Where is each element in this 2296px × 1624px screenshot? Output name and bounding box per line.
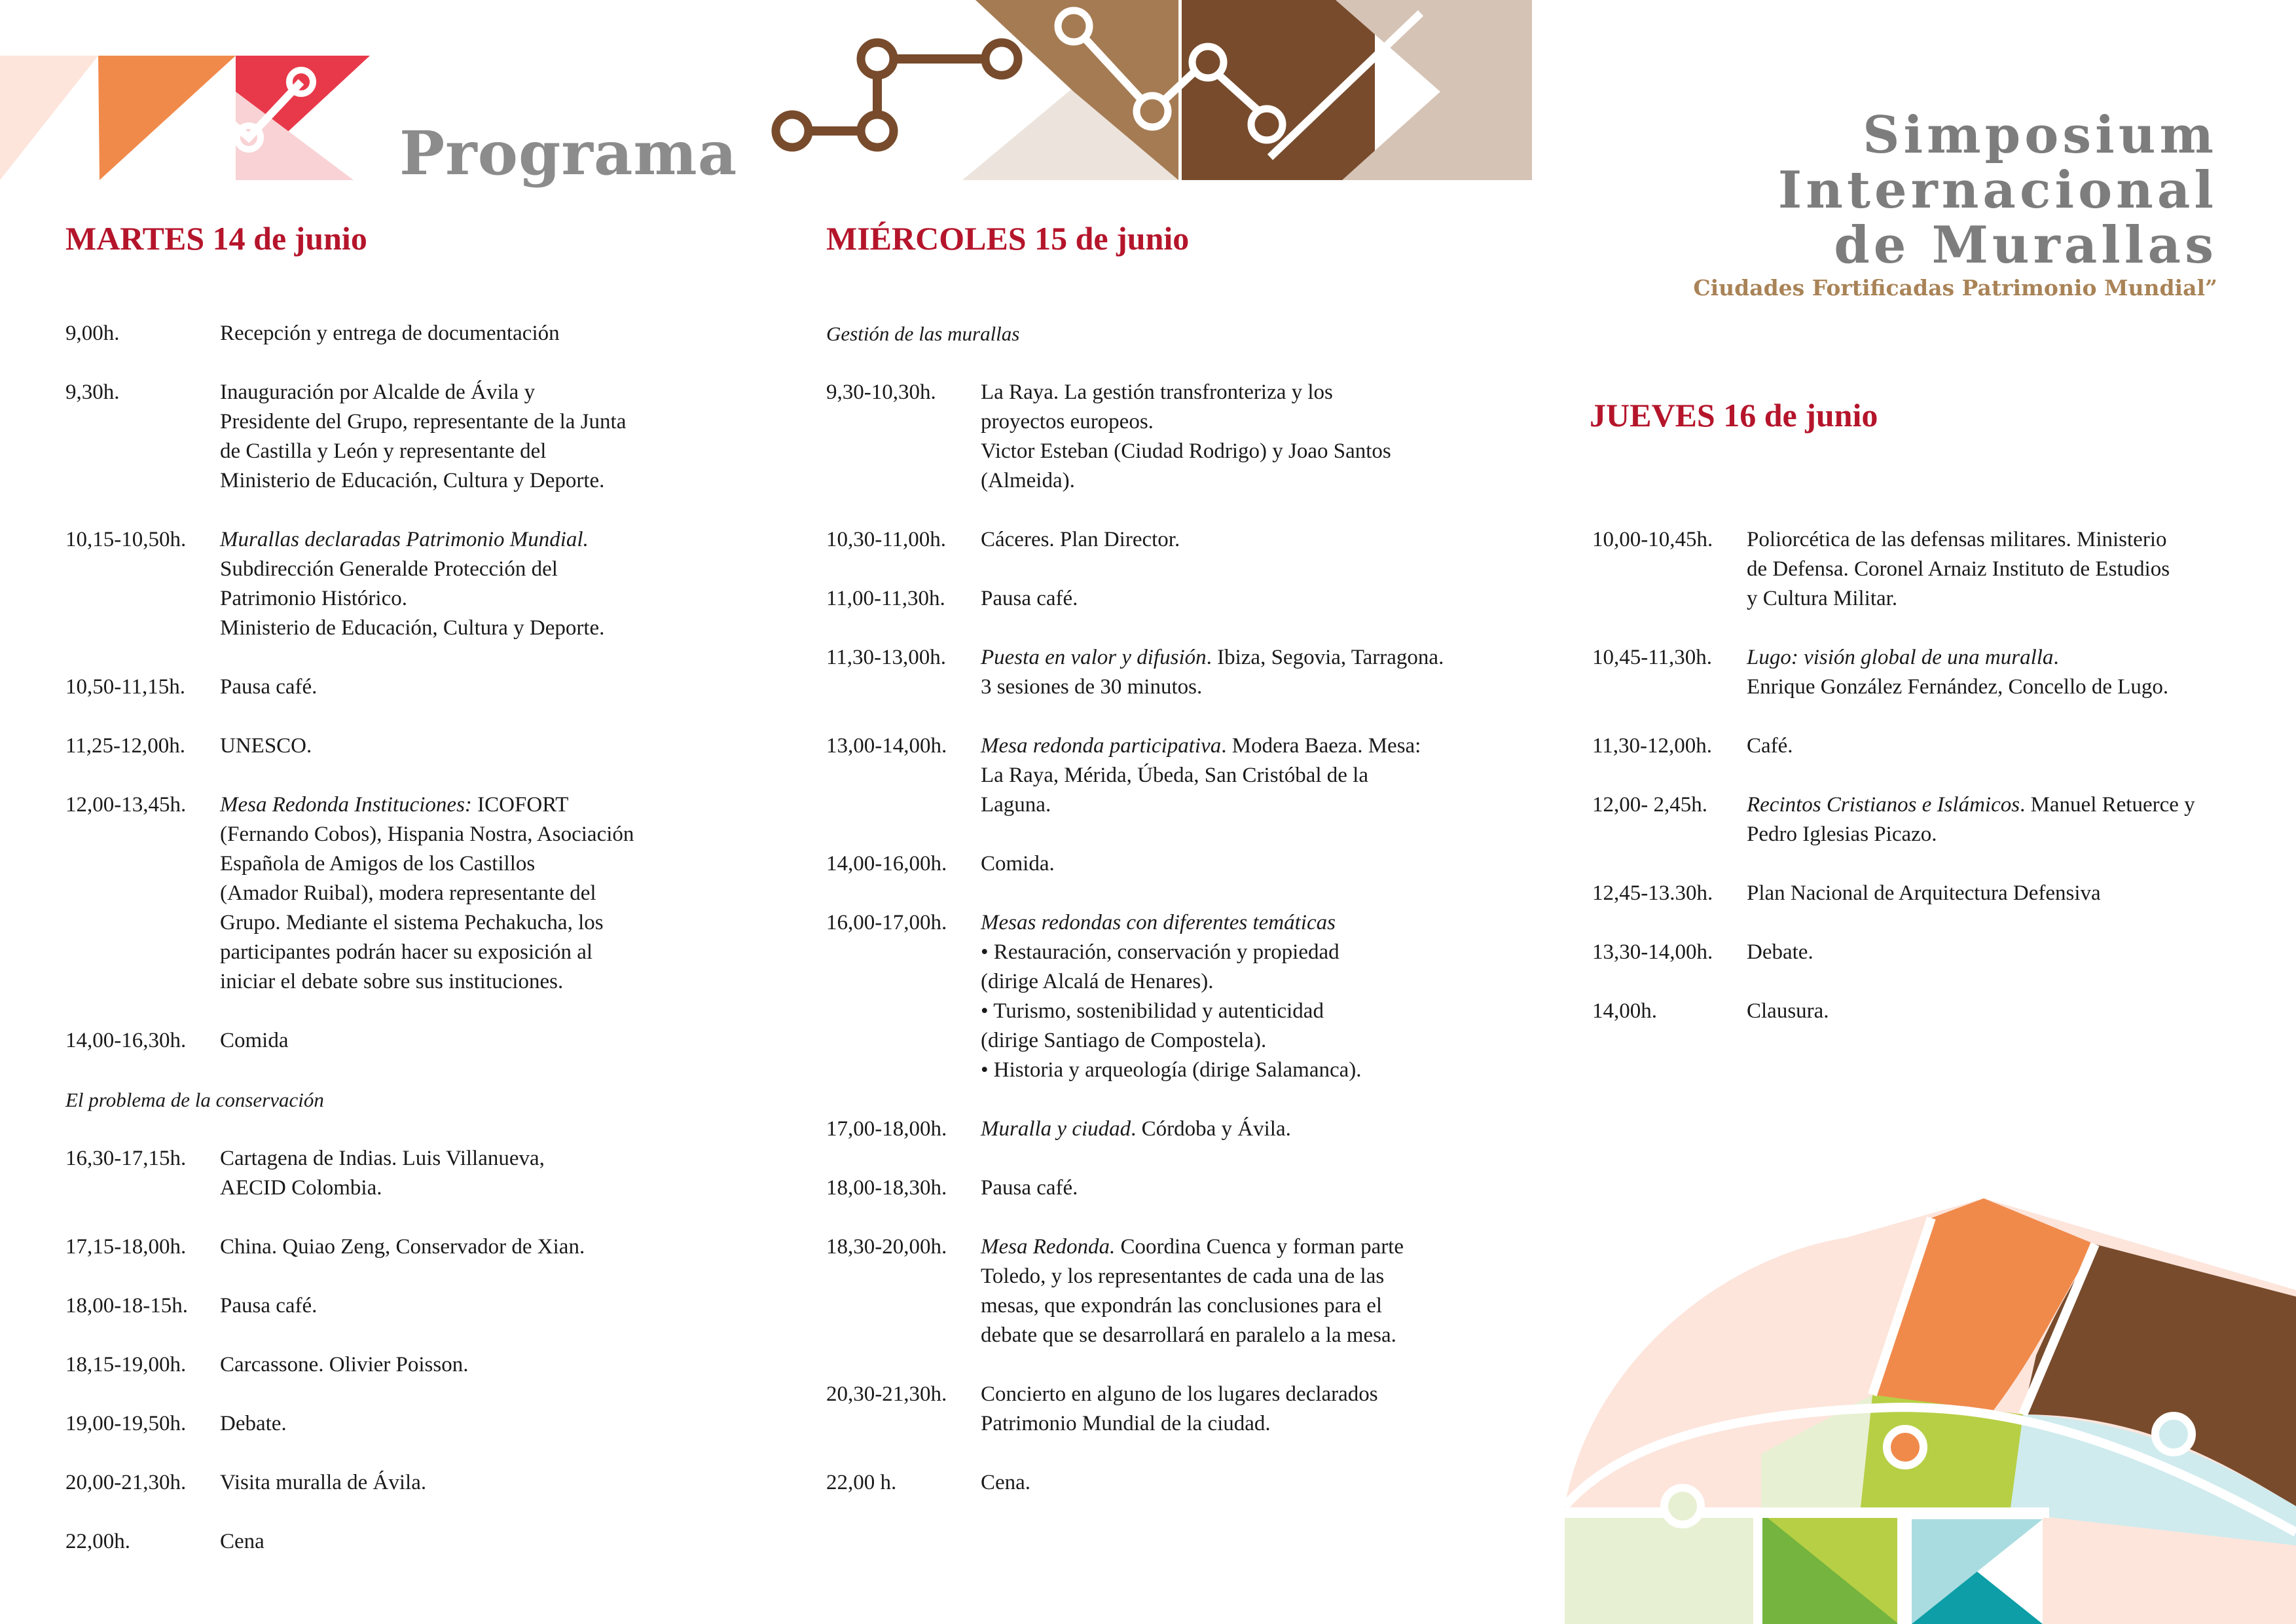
- entry-description: [220, 1527, 733, 1557]
- entry-time: 9,30-10,30h.: [826, 380, 936, 404]
- entry-line: Presidente del Grupo, representante de la Junta: [220, 410, 627, 434]
- entry-line: iniciar el debate sobre sus instituciones.: [220, 970, 564, 993]
- schedule-entry: [1592, 997, 2260, 1026]
- schedule-entry: [65, 1527, 733, 1557]
- entry-line: [981, 643, 1494, 673]
- entry-line: [1747, 790, 2260, 820]
- entry-line: [220, 525, 733, 555]
- entry-description: [981, 1232, 1494, 1350]
- entry-line: [981, 1115, 1494, 1144]
- entry-time: 17,15-18,00h.: [65, 1235, 187, 1259]
- entry-italic-title: Lugo: visión global de una muralla: [1747, 646, 2054, 669]
- entry-time: 10,30-11,00h.: [826, 528, 947, 551]
- entry-description: [220, 1468, 733, 1498]
- entry-line: (dirige Santiago de Compostela).: [981, 1029, 1267, 1052]
- entry-line: Toledo, y los representantes de cada una de las: [981, 1264, 1385, 1288]
- entry-description: [220, 673, 733, 702]
- entry-line: 3 sesiones de 30 minutos.: [981, 675, 1203, 699]
- entry-time: 18,00-18,30h.: [826, 1176, 947, 1200]
- entry-line: participantes podrán hacer su exposición al: [220, 940, 593, 964]
- entry-line: Victor Esteban (Ciudad Rodrigo) y Joao Santos: [981, 439, 1391, 463]
- entry-time: 9,30h.: [65, 380, 120, 404]
- entry-line: Comida: [220, 1029, 289, 1052]
- entry-line: (dirige Alcalá de Henares).: [981, 970, 1214, 993]
- entry-description: [220, 378, 733, 496]
- entry-line: La Raya, Mérida, Úbeda, San Cristóbal de la: [981, 764, 1368, 787]
- entry-line: debate que se desarrollará en paralelo a la mesa.: [981, 1323, 1396, 1347]
- entry-description: [981, 849, 1494, 879]
- entry-line: • Turismo, sostenibilidad y autenticidad: [981, 999, 1324, 1023]
- schedule-entry: [826, 1232, 1494, 1350]
- entry-line: Enrique González Fernández, Concello de Lugo.: [1747, 675, 2169, 699]
- entry-line: de Defensa. Coronel Arnaiz Instituto de Estudios: [1747, 557, 2170, 581]
- header-left-graphic: [0, 0, 393, 190]
- entry-line: (Amador Ruibal), modera representante del: [220, 881, 596, 905]
- entry-line: Debate.: [1747, 940, 1813, 964]
- entry-line-rest: . Ibiza, Segovia, Tarragona.: [1206, 646, 1444, 669]
- entry-line: Café.: [1747, 734, 1793, 758]
- entry-line: [981, 908, 1494, 938]
- wednesday-title: MIÉRCOLES 15 de junio: [826, 220, 1190, 257]
- entry-line-rest: . Modera Baeza. Mesa:: [1221, 734, 1421, 758]
- entry-line: Pausa café.: [220, 675, 318, 699]
- entry-description: [981, 643, 1494, 702]
- entry-description: [981, 908, 1494, 1085]
- entry-line: [220, 790, 733, 820]
- entry-time: 11,30-13,00h.: [826, 646, 947, 669]
- entry-line: Pedro Iglesias Picazo.: [1747, 822, 1937, 846]
- entry-line: Cena: [220, 1530, 264, 1553]
- entry-italic-title: Mesa Redonda Instituciones:: [220, 793, 472, 817]
- schedule-entry: [826, 1173, 1494, 1203]
- entry-description: [1747, 938, 2260, 967]
- schedule-entry: [826, 1380, 1494, 1439]
- entry-line: Poliorcética de las defensas militares. Ministerio: [1747, 528, 2167, 551]
- entry-time: 18,15-19,00h.: [65, 1353, 187, 1376]
- entry-italic-title: Recintos Cristianos e Islámicos: [1747, 793, 2020, 817]
- entry-line: Ministerio de Educación, Cultura y Deporte.: [220, 616, 605, 640]
- entry-description: [220, 1144, 733, 1203]
- symposium-title-line: Simposium: [1863, 105, 2217, 165]
- tuesday-title: MARTES 14 de junio: [65, 220, 367, 257]
- entry-time: 10,00-10,45h.: [1592, 528, 1713, 551]
- entry-time: 11,25-12,00h.: [65, 734, 186, 758]
- entry-italic-title: Mesas redondas con diferentes temáticas: [981, 911, 1336, 934]
- entry-time: 11,00-11,30h.: [826, 587, 945, 610]
- entry-time: 18,00-18-15h.: [65, 1294, 188, 1318]
- entry-description: [981, 1380, 1494, 1439]
- entry-line: Visita muralla de Ávila.: [220, 1471, 427, 1494]
- entry-line: y Cultura Militar.: [1747, 587, 1898, 610]
- entry-description: [981, 731, 1494, 820]
- schedule-entry: [65, 1232, 733, 1262]
- symposium-subtitle: Ciudades Fortificadas Patrimonio Mundial”: [1693, 275, 2217, 301]
- entry-italic-title: Muralla y ciudad: [981, 1117, 1131, 1141]
- entry-line: mesas, que expondrán las conclusiones para el: [981, 1294, 1383, 1318]
- entry-description: [1747, 525, 2260, 614]
- entry-time: 14,00h.: [1592, 999, 1657, 1023]
- entry-time: 19,00-19,50h.: [65, 1412, 187, 1435]
- schedule-entry: [1592, 879, 2260, 908]
- schedule-entry: [65, 319, 733, 348]
- entry-line: China. Quiao Zeng, Conservador de Xian.: [220, 1235, 585, 1259]
- entry-line: La Raya. La gestión transfronteriza y los: [981, 380, 1333, 404]
- schedule-entry: [826, 643, 1494, 702]
- entry-line: Española de Amigos de los Castillos: [220, 852, 536, 876]
- entry-line-rest: .: [2053, 646, 2059, 669]
- entry-description: [1747, 790, 2260, 849]
- entry-line: Pausa café.: [981, 587, 1078, 610]
- schedule-entry: [826, 584, 1494, 614]
- schedule-entry: [65, 1291, 733, 1321]
- schedule-entry: [65, 1350, 733, 1380]
- symposium-title-line: Internacional: [1777, 160, 2217, 220]
- entry-line: Ministerio de Educación, Cultura y Deporte.: [220, 469, 605, 492]
- section-heading: El problema de la conservación: [65, 1088, 324, 1111]
- schedule-entry: [826, 849, 1494, 879]
- entry-time: 20,30-21,30h.: [826, 1382, 947, 1406]
- schedule-entry: [1592, 525, 2260, 614]
- tuesday-schedule: [65, 319, 733, 1586]
- entry-description: [220, 1409, 733, 1439]
- entry-description: [1747, 879, 2260, 908]
- entry-line: de Castilla y León y representante del: [220, 439, 547, 463]
- schedule-entry: [65, 1468, 733, 1498]
- schedule-entry: [65, 1144, 733, 1203]
- schedule-entry: [826, 908, 1494, 1085]
- entry-line: Plan Nacional de Arquitectura Defensiva: [1747, 881, 2101, 905]
- entry-time: 17,00-18,00h.: [826, 1117, 947, 1141]
- schedule-entry: [1592, 731, 2260, 761]
- entry-time: 12,45-13.30h.: [1592, 881, 1713, 905]
- entry-line: Recepción y entrega de documentación: [220, 322, 560, 345]
- entry-line: AECID Colombia.: [220, 1176, 382, 1200]
- schedule-entry: [826, 378, 1494, 496]
- entry-description: [981, 1173, 1494, 1203]
- schedule-entry: [65, 673, 733, 702]
- entry-time: 16,30-17,15h.: [65, 1147, 187, 1170]
- entry-time: 9,00h.: [65, 322, 120, 345]
- header-center-graphic: [759, 0, 1532, 183]
- entry-description: [220, 790, 733, 997]
- schedule-entry: [65, 1026, 733, 1056]
- entry-line-rest: ICOFORT: [471, 793, 569, 817]
- entry-description: [220, 1350, 733, 1380]
- entry-description: [220, 1291, 733, 1321]
- entry-line: • Restauración, conservación y propiedad: [981, 940, 1339, 964]
- schedule-entry: [65, 1409, 733, 1439]
- schedule-entry: [65, 790, 733, 997]
- entry-italic-title: Mesa Redonda.: [981, 1235, 1116, 1259]
- entry-description: [981, 378, 1494, 496]
- schedule-entry: [826, 1115, 1494, 1144]
- entry-time: 22,00 h.: [826, 1471, 897, 1494]
- symposium-title-line: de Murallas: [1834, 215, 2217, 275]
- entry-description: [1747, 997, 2260, 1026]
- entry-line: (Fernando Cobos), Hispania Nostra, Asociación: [220, 822, 634, 846]
- entry-line: [981, 1232, 1494, 1262]
- entry-description: [981, 1115, 1494, 1144]
- entry-description: [220, 525, 733, 643]
- schedule-entry: [826, 731, 1494, 820]
- entry-description: [981, 1468, 1494, 1498]
- entry-description: [1747, 731, 2260, 761]
- entry-time: 10,50-11,15h.: [65, 675, 186, 699]
- entry-line: Pausa café.: [220, 1294, 318, 1318]
- entry-italic-title: Puesta en valor y difusión: [981, 646, 1207, 669]
- entry-description: [220, 319, 733, 348]
- entry-time: 20,00-21,30h.: [65, 1471, 187, 1494]
- entry-description: [981, 525, 1494, 555]
- schedule-entry: [65, 731, 733, 761]
- thursday-schedule: [1592, 525, 2260, 1056]
- symposium-title: [1777, 105, 2217, 275]
- entry-line: Carcassone. Olivier Poisson.: [220, 1353, 469, 1376]
- programa-title: Programa: [399, 118, 738, 189]
- entry-line: (Almeida).: [981, 469, 1075, 492]
- entry-time: 10,15-10,50h.: [65, 528, 187, 551]
- entry-time: 11,30-12,00h.: [1592, 734, 1713, 758]
- entry-time: 13,30-14,00h.: [1592, 940, 1713, 964]
- entry-line: Pausa café.: [981, 1176, 1078, 1200]
- entry-line: Inauguración por Alcalde de Ávila y: [220, 380, 536, 404]
- entry-line: Clausura.: [1747, 999, 1829, 1023]
- entry-line: Cartagena de Indias. Luis Villanueva,: [220, 1147, 545, 1170]
- entry-time: 12,00-13,45h.: [65, 793, 187, 817]
- entry-time: 16,00-17,00h.: [826, 911, 947, 934]
- schedule-entry: [65, 378, 733, 496]
- entry-line: Cena.: [981, 1471, 1031, 1494]
- entry-time: 14,00-16,00h.: [826, 852, 947, 876]
- entry-line-rest: . Córdoba y Ávila.: [1131, 1117, 1291, 1141]
- entry-description: [981, 584, 1494, 614]
- entry-description: [220, 731, 733, 761]
- entry-line: Concierto en alguno de los lugares declarados: [981, 1382, 1378, 1406]
- schedule-entry: [826, 525, 1494, 555]
- entry-italic-title: Mesa redonda participativa: [981, 734, 1222, 758]
- schedule-entry: [1592, 790, 2260, 849]
- entry-line: Grupo. Mediante el sistema Pechakucha, los: [220, 911, 604, 934]
- entry-line: [1747, 643, 2260, 673]
- entry-line: [981, 731, 1494, 761]
- entry-time: 10,45-11,30h.: [1592, 646, 1713, 669]
- wednesday-schedule: [826, 319, 1494, 1527]
- schedule-entry: [826, 1468, 1494, 1498]
- entry-time: 18,30-20,00h.: [826, 1235, 947, 1259]
- entry-time: 13,00-14,00h.: [826, 734, 947, 758]
- entry-line: • Historia y arqueología (dirige Salamanca).: [981, 1058, 1362, 1082]
- entry-time: 14,00-16,30h.: [65, 1029, 187, 1052]
- entry-description: [220, 1232, 733, 1262]
- entry-line: Patrimonio Mundial de la ciudad.: [981, 1412, 1271, 1435]
- entry-line: Debate.: [220, 1412, 287, 1435]
- entry-line: Cáceres. Plan Director.: [981, 528, 1180, 551]
- section-heading: Gestión de las murallas: [826, 322, 1020, 345]
- entry-line-rest: . Manuel Retuerce y: [2020, 793, 2195, 817]
- entry-line: Patrimonio Histórico.: [220, 587, 407, 610]
- entry-line-rest: Coordina Cuenca y forman parte: [1115, 1235, 1404, 1259]
- schedule-entry: [1592, 643, 2260, 702]
- schedule-entry: [65, 525, 733, 643]
- entry-italic-title: Murallas declaradas Patrimonio Mundial.: [220, 528, 589, 551]
- thursday-title: JUEVES 16 de junio: [1590, 397, 1878, 434]
- entry-description: [220, 1026, 733, 1056]
- entry-line: proyectos europeos.: [981, 410, 1154, 434]
- entry-line: Comida.: [981, 852, 1055, 876]
- entry-line: Laguna.: [981, 793, 1051, 817]
- schedule-entry: [1592, 938, 2260, 967]
- entry-line: UNESCO.: [220, 734, 312, 758]
- entry-time: 12,00- 2,45h.: [1592, 793, 1707, 817]
- puzzle-graphic: [1565, 1198, 2296, 1624]
- entry-time: 22,00h.: [65, 1530, 130, 1553]
- entry-description: [1747, 643, 2260, 702]
- entry-line: Subdirección Generalde Protección del: [220, 557, 558, 581]
